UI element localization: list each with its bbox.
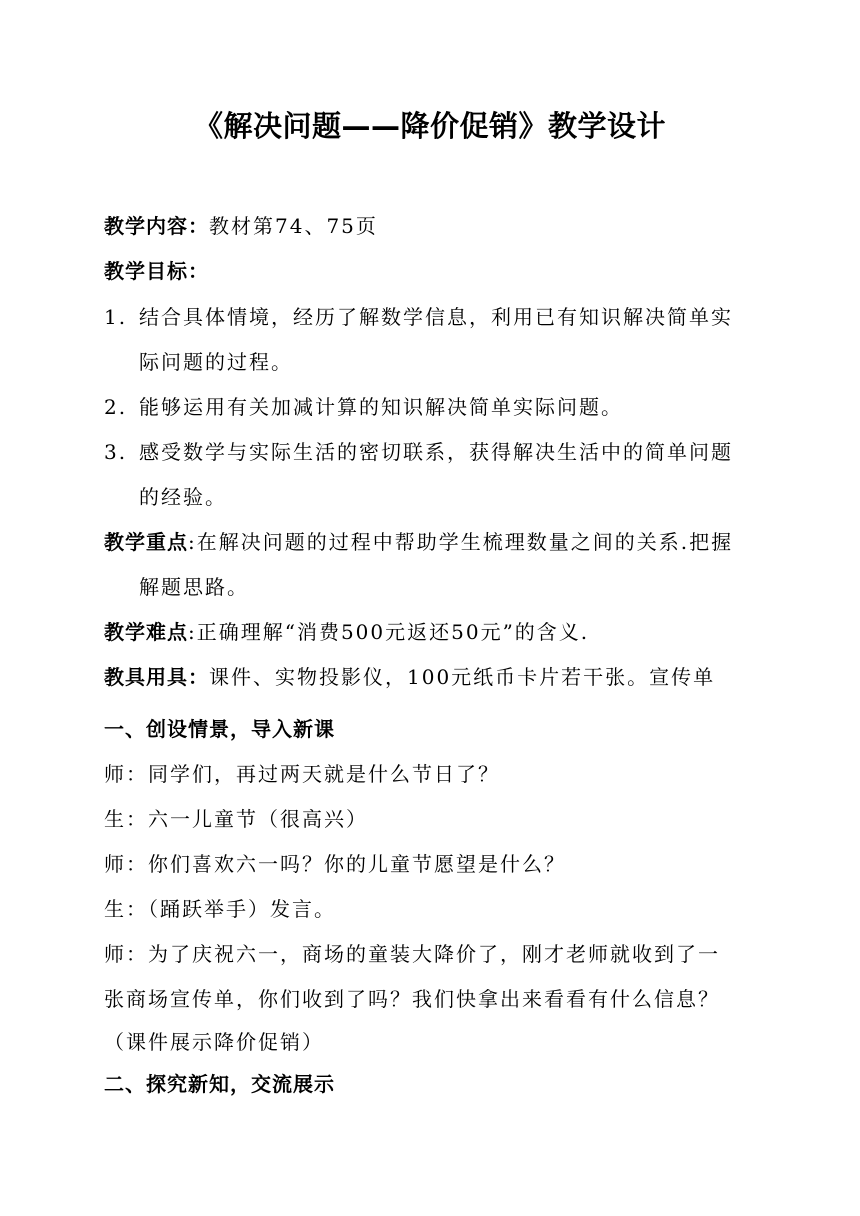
teaching-content-text: 教材第74、75页 [209,214,378,238]
goal-item-3 [104,438,733,466]
tools-text: 课件、实物投影仪，100元纸币卡片若干张。宣传单 [209,665,716,689]
key-point-line [104,528,733,556]
section-1-heading: 一、创设情景，导入新课 [104,717,335,741]
key-point-text: 解题思路。 [139,575,249,599]
goal-item-2 [104,393,623,421]
tools-label: 教具用具： [104,665,209,689]
teaching-goals-line [104,257,209,285]
dialogue-line: 生：六一儿童节（很高兴） [104,807,368,831]
key-point-text: :在解决问题的过程中帮助学生梳理数量之间的关系.把握 [188,530,734,554]
difficulty-label: 教学难点 [104,620,188,644]
dialogue-line: 张商场宣传单，你们收到了吗？我们快拿出来看看有什么信息？ [104,987,720,1011]
teaching-content-label: 教学内容： [104,214,209,238]
goal-number: 2. [104,395,128,419]
goal-number: 3. [104,440,128,464]
goal-number: 1. [104,305,128,329]
section-2-heading: 二、探究新知，交流展示 [104,1072,335,1096]
dialogue-line: 师：同学们，再过两天就是什么节日了？ [104,762,500,786]
goal-text: 际问题的过程。 [139,350,293,374]
key-point-label: 教学重点 [104,530,188,554]
goal-text: 结合具体情境，经历了解数学信息，利用已有知识解决简单实 [139,305,733,329]
dialogue-line: 师：你们喜欢六一吗？你的儿童节愿望是什么？ [104,852,566,876]
goal-text: 能够运用有关加减计算的知识解决简单实际问题。 [139,395,623,419]
tools-line [104,663,715,691]
teaching-goals-label: 教学目标： [104,259,209,283]
teaching-content-line [104,212,378,240]
goal-text: 感受数学与实际生活的密切联系，获得解决生活中的简单问题 [139,440,733,464]
dialogue-line: 生：（踊跃举手）发言。 [104,897,336,921]
difficulty-line [104,618,589,646]
dialogue-line: （课件展示降价促销） [104,1030,324,1054]
goal-item-1 [104,303,733,331]
goal-item-3-continued [139,483,227,511]
document-title: 《解决问题——降价促销》教学设计 [193,109,666,143]
key-point-continued [139,573,249,601]
goal-text: 的经验。 [139,485,227,509]
goal-item-1-continued [139,348,293,376]
dialogue-line: 师：为了庆祝六一，商场的童装大降价了，刚才老师就收到了一 [104,942,720,966]
difficulty-text: :正确理解“消费500元返还50元”的含义. [188,620,590,644]
